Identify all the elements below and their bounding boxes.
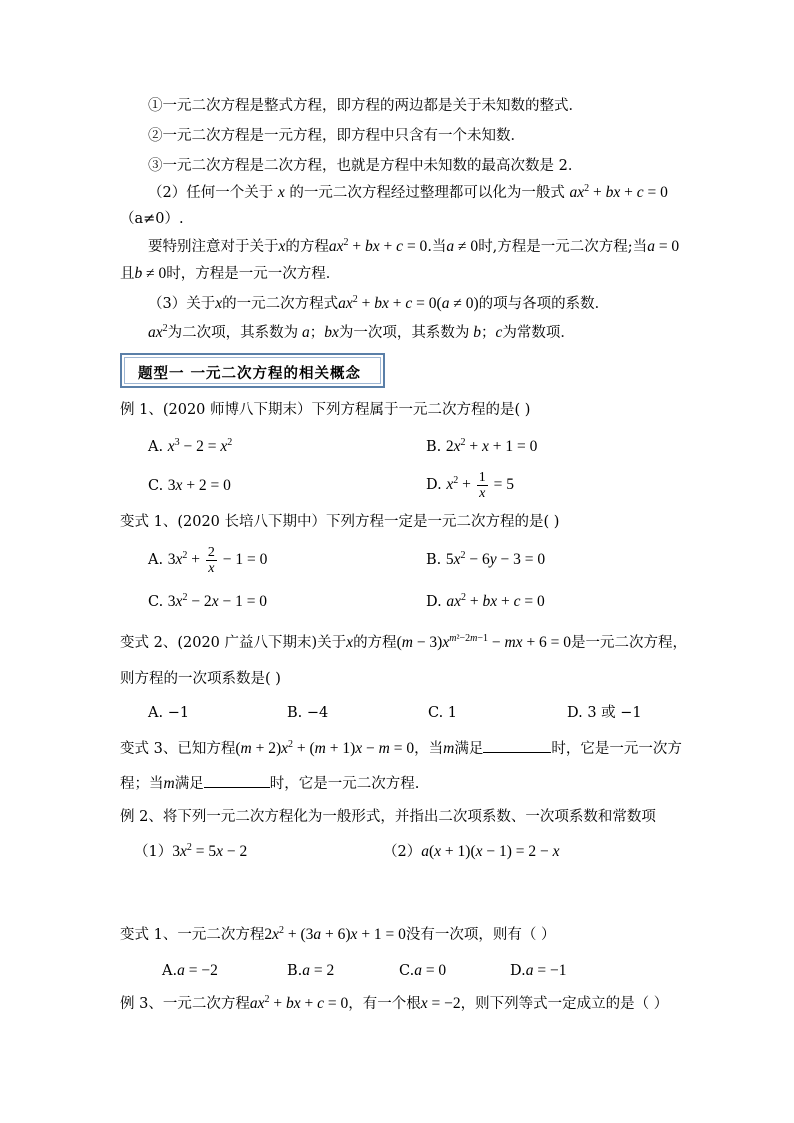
variant-1b-option-d: D.a = −1 — [510, 962, 567, 979]
example-1-stem: 例 1、(2020 师博八下期末）下列方程属于一元二次方程的是( ) — [120, 402, 531, 418]
notice-line-2: 且b ≠ 0时，方程是一元一次方程． — [120, 265, 341, 282]
terms-line-1: （3）关于x的一元二次方程式$ax^2$ + bx + c = 0(a ≠ 0)的项与各项的系数． — [148, 293, 610, 312]
example-2-item-1: $(1)3x^2 = 5x - 2$ — [134, 841, 248, 860]
variant-1-option-c: C. $3x^2 - 2x - 1 = 0$ — [148, 591, 268, 610]
variant-2-option-d: D. 3 或 −1 — [567, 705, 642, 721]
answer-blank-2[interactable] — [204, 772, 270, 788]
answer-blank-1[interactable] — [483, 737, 551, 753]
section-heading-title: 题型一 一元二次方程的相关概念 — [138, 365, 362, 382]
example-1-option-a: A. $x^3 - 2 = x^2$ — [148, 436, 233, 455]
example-3-stem: 例 3、一元二次方程$ax^2$ + bx + c = 0，有一个根x = −2，则下列等式一定成立的是（ ） — [120, 993, 669, 1012]
variant-3-line-2: 程；当m满足 时，它是一元二次方程. — [120, 772, 419, 794]
variant-2-option-c: C. 1 — [428, 705, 458, 721]
variant-3-line-1: 变式 3、已知方程$(m + 2)x^2 + (m + 1)x - m = 0$，当m满足 时，它是一元一次方 — [120, 738, 682, 757]
general-form-condition: （a≠0）. — [120, 211, 184, 227]
variant-2-option-a: A. −1 — [148, 705, 190, 721]
variant-1-option-b: B. $5x^2 - 6y - 3 = 0$ — [426, 549, 546, 568]
variant-2-stem: 变式 2、(2020 广益八下期末)关于x的方程$(m - 3)x^{m^2-2m-1}$ − mx + 6 = 0是一元二次方程， — [120, 632, 688, 651]
example-1-option-b: B. $2x^2 + x + 1 = 0$ — [426, 436, 538, 455]
definition-point-3: ③一元二次方程是二次方程，也就是方程中未知数的最高次数是 2． — [148, 158, 583, 174]
general-form-line: （2）任何一个关于 x 的一元二次方程经过整理都可以化为一般式 $ax^2$ + bx + c = 0 — [148, 182, 668, 201]
terms-line-2: $ax^2$为二次项，其系数为 a；bx为一次项，其系数为 b；c为常数项． — [148, 322, 575, 341]
variant-1b-option-c: C.a = 0 — [399, 962, 447, 979]
example-1-option-c: C. 3x + 2 = 0 — [148, 477, 231, 494]
definition-point-2: ②一元二次方程是一元方程，即方程中只含有一个未知数． — [148, 128, 525, 144]
section-heading-box — [120, 353, 385, 388]
example-2-stem: 例 2、将下列一元二次方程化为一般形式，并指出二次项系数、一次项系数和常数项 — [120, 809, 656, 825]
variant-2-stem-line-2: 则方程的一次项系数是( ) — [120, 671, 281, 687]
example-2-item-2: （2）a(x + 1)(x − 1) = 2 − x — [383, 843, 560, 860]
variant-1b-option-b: B.a = 2 — [287, 962, 335, 979]
variant-1b-stem: 变式 1、一元二次方程$2x^2 + (3a + 6)x + 1 = 0$没有一次项，则有（ ） — [120, 924, 556, 943]
notice-line-1: 要特别注意对于关于x的方程$ax^2$ + bx + c = 0.当a ≠ 0时,方程是一元二次方程;当a = 0 — [148, 236, 680, 255]
variant-2-option-b: B. −4 — [287, 705, 329, 721]
variant-1-option-a: A. $3x^2$ + $\frac{2}{x}$ − 1 = 0 — [148, 545, 268, 576]
variant-1-option-d: D. $ax^2$ + bx + c = 0 — [426, 591, 545, 610]
variant-1-stem: 变式 1、(2020 长培八下期中）下列方程一定是一元二次方程的是( ) — [120, 514, 560, 530]
variant-1b-option-a: A.a = −2 — [162, 962, 218, 979]
example-1-option-d: D. $x^2$ + $\frac{1}{x}$ = 5 — [426, 470, 514, 501]
definition-point-1: ①一元二次方程是整式方程，即方程的两边都是关于未知数的整式． — [148, 98, 583, 114]
